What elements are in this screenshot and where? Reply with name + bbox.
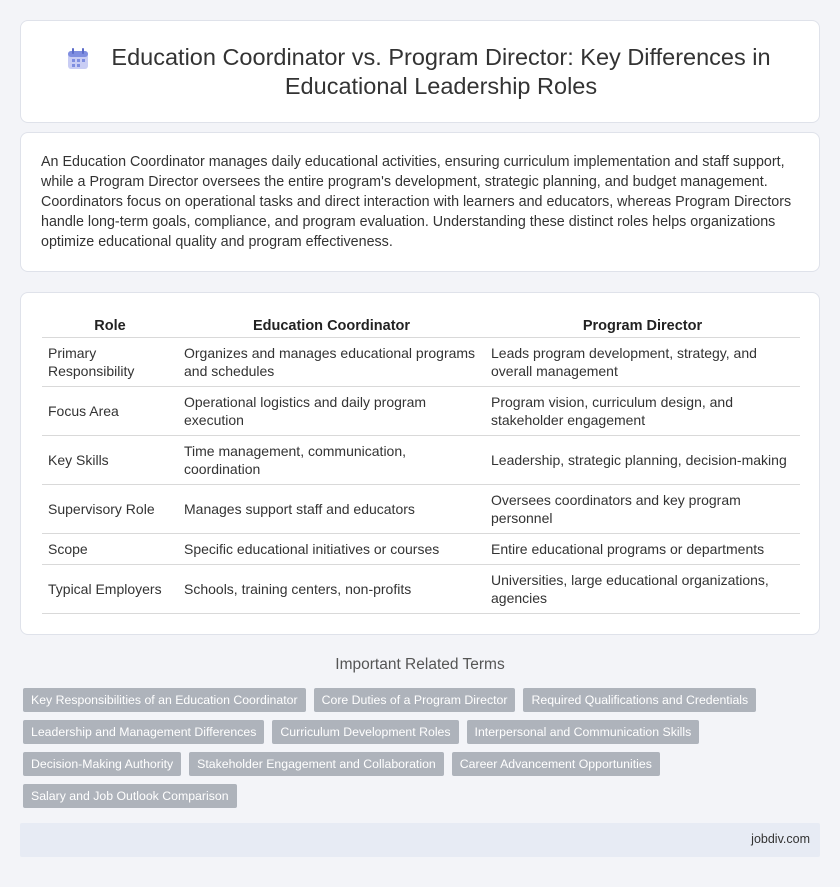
director-cell: Program vision, curriculum design, and stakeholder engagement (485, 386, 800, 435)
comparison-table (42, 315, 800, 614)
related-term-tag[interactable]: Core Duties of a Program Director (314, 688, 516, 712)
related-terms-list (23, 688, 823, 808)
director-cell: Leadership, strategic planning, decision-making (485, 435, 800, 484)
row-label: Scope (42, 533, 178, 564)
header-card (20, 20, 820, 123)
table-row (42, 337, 800, 386)
related-terms-title: Important Related Terms (335, 656, 505, 673)
related-term-tag[interactable]: Decision-Making Authority (23, 752, 181, 776)
coordinator-cell: Organizes and manages educational programs and schedules (178, 337, 485, 386)
table-row (42, 564, 800, 613)
related-term-tag[interactable]: Stakeholder Engagement and Collaboration (189, 752, 444, 776)
table-header-row (42, 315, 800, 337)
director-cell: Leads program development, strategy, and overall management (485, 337, 800, 386)
related-term-tag[interactable]: Curriculum Development Roles (272, 720, 458, 744)
header-program-director: Program Director (485, 315, 800, 337)
header-education-coordinator: Education Coordinator (178, 315, 485, 337)
row-label: Typical Employers (42, 564, 178, 613)
table-row (42, 533, 800, 564)
table-row (42, 435, 800, 484)
related-term-tag[interactable]: Salary and Job Outlook Comparison (23, 784, 237, 808)
director-cell: Oversees coordinators and key program personnel (485, 484, 800, 533)
related-term-tag[interactable]: Key Responsibilities of an Education Coordinator (23, 688, 306, 712)
director-cell: Entire educational programs or departments (485, 533, 800, 564)
row-label: Key Skills (42, 435, 178, 484)
table-row (42, 386, 800, 435)
coordinator-cell: Manages support staff and educators (178, 484, 485, 533)
director-cell: Universities, large educational organizations, agencies (485, 564, 800, 613)
related-term-tag[interactable]: Leadership and Management Differences (23, 720, 264, 744)
row-label: Supervisory Role (42, 484, 178, 533)
related-term-tag[interactable]: Required Qualifications and Credentials (523, 688, 756, 712)
coordinator-cell: Operational logistics and daily program execution (178, 386, 485, 435)
coordinator-cell: Time management, communication, coordination (178, 435, 485, 484)
related-term-tag[interactable]: Career Advancement Opportunities (452, 752, 660, 776)
comparison-card (20, 292, 820, 635)
row-label: Focus Area (42, 386, 178, 435)
footer (20, 823, 820, 857)
row-label: Primary Responsibility (42, 337, 178, 386)
coordinator-cell: Schools, training centers, non-profits (178, 564, 485, 613)
header-role: Role (42, 315, 178, 337)
intro-text: An Education Coordinator manages daily educational activities, ensuring curriculum implementation and staff support, while a Program Director oversees the entire program's development, strategic planning, and budget management. Coordinators focus on operational tasks and direct interaction with learners and educators, whereas Program Directors handle long-term goals, compliance, and program evaluation. Understanding these distinct roles helps organizations optimize educational quality and program effectiveness. (41, 154, 792, 250)
footer-site-link[interactable]: jobdiv.com (751, 832, 810, 846)
related-term-tag[interactable]: Interpersonal and Communication Skills (467, 720, 700, 744)
table-row (42, 484, 800, 533)
page-title: Education Coordinator vs. Program Director: Key Differences in Educational Leadership Roles (111, 43, 771, 99)
intro-card (20, 132, 820, 272)
coordinator-cell: Specific educational initiatives or courses (178, 533, 485, 564)
